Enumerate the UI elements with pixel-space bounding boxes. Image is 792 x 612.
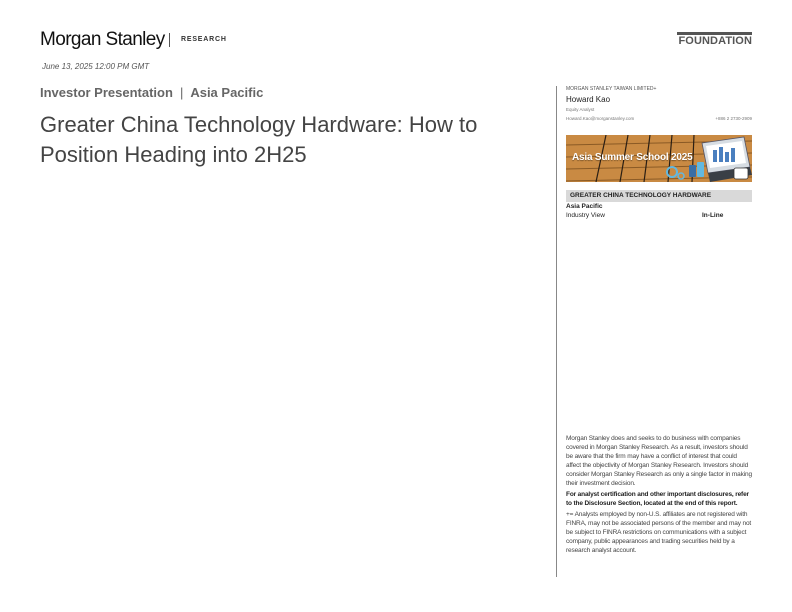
industry-view-row: [566, 212, 752, 219]
disclaimer-disclosures: For analyst certification and other important disclosures, refer to the Disclosure Section, located at the end of this report.: [566, 491, 749, 507]
disclaimer-finra: += Analysts employed by non-U.S. affiliates are not registered with FINRA, may not be associated persons of the member and may not be subject to FINRA restrictions on communications with a subject company, public appearances and trading securities held by a research analyst account.: [566, 511, 752, 554]
logo-divider: [169, 33, 170, 47]
industry-view-value: In-Line: [702, 212, 724, 219]
banner-title: Asia Summer School 2025: [572, 152, 693, 163]
analyst-contact: [566, 116, 752, 121]
report-date: June 13, 2025 12:00 PM GMT: [42, 62, 150, 71]
report-region: Asia Pacific: [190, 85, 264, 100]
disclaimer: [566, 434, 752, 557]
report-kicker: [40, 85, 263, 100]
foundation-label: FOUNDATION: [678, 35, 752, 47]
analyst-email[interactable]: Howard.Kao@morganstanley.com: [566, 116, 635, 121]
analyst-name: Howard Kao: [566, 95, 611, 104]
report-type: Investor Presentation: [40, 85, 173, 100]
summer-school-banner[interactable]: [566, 135, 752, 182]
industry-view-label: Industry View: [566, 212, 605, 219]
research-label: RESEARCH: [181, 36, 227, 43]
coverage-region: Asia Pacific: [566, 203, 603, 210]
analyst-phone: +886 2 2730-2909: [715, 116, 752, 121]
analyst-entity: MORGAN STANLEY TAIWAN LIMITED+: [566, 86, 657, 92]
kicker-separator: |: [179, 85, 184, 100]
column-divider: [556, 86, 557, 577]
page-title: Greater China Technology Hardware: How to Position Heading into 2H25: [40, 112, 478, 167]
morgan-stanley-logo: Morgan Stanley: [40, 29, 165, 50]
analyst-role: Equity Analyst: [566, 107, 595, 112]
coverage-heading: GREATER CHINA TECHNOLOGY HARDWARE: [566, 190, 752, 202]
disclaimer-conflict: Morgan Stanley does and seeks to do business with companies covered in Morgan Stanley Research. As a result, investors should be aware that the firm may have a conflict of interest that could affect the objectivity of Morgan Stanley Research. Investors should consider Morgan Stanley Research as only a single factor in making their investment decision.: [566, 435, 752, 487]
